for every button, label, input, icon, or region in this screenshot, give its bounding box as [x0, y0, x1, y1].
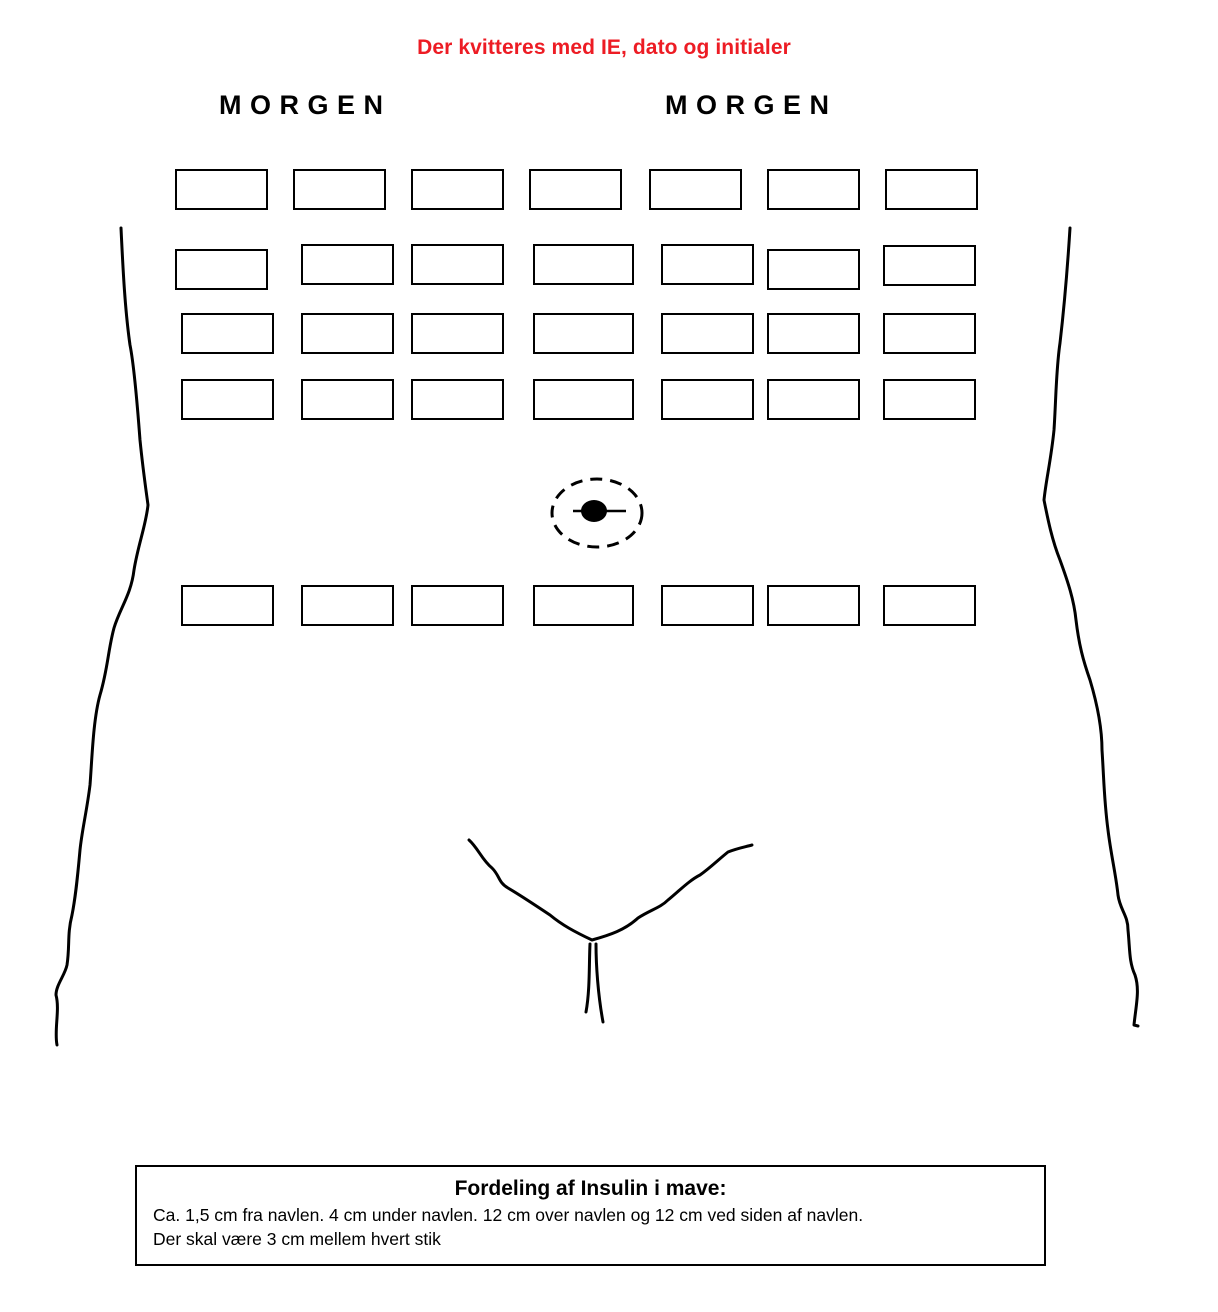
- log-box[interactable]: [767, 585, 860, 626]
- log-box[interactable]: [293, 169, 386, 210]
- left-torso-line: [56, 228, 148, 1045]
- right-torso-line: [1044, 228, 1138, 1026]
- log-box[interactable]: [883, 245, 976, 286]
- log-box[interactable]: [411, 313, 504, 354]
- log-box[interactable]: [767, 379, 860, 420]
- log-box[interactable]: [533, 244, 634, 285]
- log-box[interactable]: [661, 379, 754, 420]
- info-title: Fordeling af Insulin i mave:: [454, 1177, 727, 1200]
- log-box[interactable]: [883, 379, 976, 420]
- log-box[interactable]: [529, 169, 622, 210]
- log-box[interactable]: [175, 249, 268, 290]
- log-box[interactable]: [767, 169, 860, 210]
- crotch-line-right: [596, 944, 603, 1022]
- log-box[interactable]: [181, 585, 274, 626]
- log-box[interactable]: [885, 169, 978, 210]
- log-box[interactable]: [533, 585, 634, 626]
- log-box[interactable]: [411, 244, 504, 285]
- log-box[interactable]: [181, 313, 274, 354]
- log-box[interactable]: [767, 313, 860, 354]
- log-box[interactable]: [301, 585, 394, 626]
- info-text-line: Ca. 1,5 cm fra navlen. 4 cm under navlen. 12 cm over navlen og 12 cm ved siden af navlen.: [153, 1205, 864, 1225]
- instruction-note: Der kvitteres med IE, dato og initialer: [417, 36, 791, 59]
- info-box: [135, 1165, 1046, 1266]
- log-box[interactable]: [661, 313, 754, 354]
- info-text-line: Der skal være 3 cm mellem hvert stik: [153, 1229, 441, 1249]
- log-box[interactable]: [767, 249, 860, 290]
- log-box[interactable]: [661, 244, 754, 285]
- log-box[interactable]: [661, 585, 754, 626]
- log-box[interactable]: [181, 379, 274, 420]
- log-box[interactable]: [533, 313, 634, 354]
- log-box[interactable]: [411, 169, 504, 210]
- groin-line: [469, 840, 752, 940]
- log-box[interactable]: [411, 379, 504, 420]
- log-box[interactable]: [649, 169, 742, 210]
- log-box[interactable]: [301, 313, 394, 354]
- log-box[interactable]: [883, 313, 976, 354]
- crotch-line-left: [586, 944, 590, 1012]
- log-box[interactable]: [533, 379, 634, 420]
- log-box[interactable]: [301, 244, 394, 285]
- log-box[interactable]: [883, 585, 976, 626]
- morning-label-left: MORGEN: [219, 90, 392, 120]
- log-box[interactable]: [301, 379, 394, 420]
- morning-label-right: MORGEN: [665, 90, 838, 120]
- log-box[interactable]: [411, 585, 504, 626]
- navel-icon: [552, 479, 642, 547]
- log-box[interactable]: [175, 169, 268, 210]
